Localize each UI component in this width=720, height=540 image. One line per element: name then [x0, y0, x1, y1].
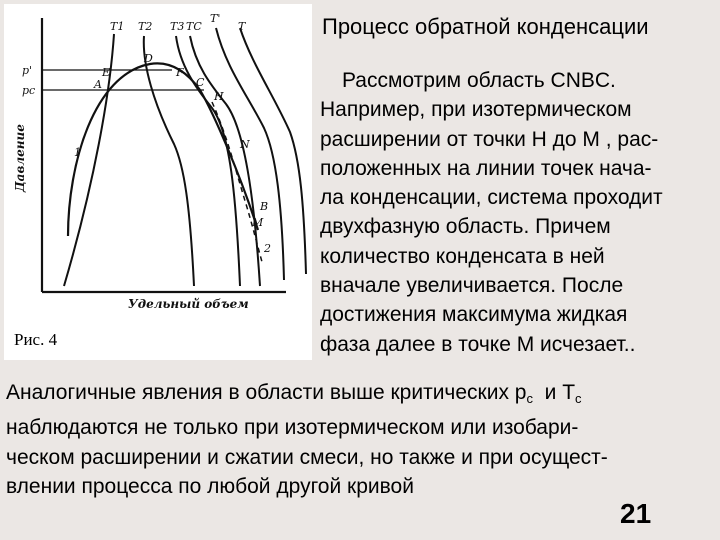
- bottom-line: влении процесса по любой другой кривой: [6, 474, 414, 498]
- point-h: H: [214, 90, 224, 103]
- paragraph-line: фаза далее в точке M исчезает..: [320, 332, 636, 356]
- y-axis-label: Давление: [13, 124, 27, 192]
- p-subscript: с: [526, 391, 533, 406]
- paragraph-line: положенных на линии точек нача-: [320, 156, 652, 180]
- curve-label-2: 2: [264, 242, 271, 255]
- isotherm-t-prime: [216, 28, 284, 280]
- label-pc: pc: [22, 84, 36, 97]
- isotherm-tc: [190, 36, 260, 286]
- isotherm-t: [240, 28, 306, 274]
- x-axis-label: Удельный объем: [128, 297, 249, 311]
- phase-diagram-figure: [4, 4, 312, 360]
- paragraph-line: двухфазную область. Причем: [320, 215, 611, 239]
- point-f: F: [176, 66, 184, 79]
- paragraph-line: ла конденсации, система проходит: [320, 186, 663, 210]
- bottom-line: ческом расширении и сжатии смеси, но также и при осущест-: [6, 445, 608, 469]
- paragraph-line: достижения максимума жидкая: [320, 303, 628, 327]
- phase-diagram: [4, 4, 312, 360]
- bottom-line-1: [6, 378, 716, 413]
- label-t-prime: T': [210, 12, 221, 25]
- t-subscript: с: [575, 391, 582, 406]
- main-paragraph: [320, 66, 716, 359]
- point-n: N: [240, 138, 250, 151]
- page-number: 21: [620, 498, 652, 529]
- slide-title: Процесс обратной конденсации: [322, 14, 649, 39]
- bottom-paragraph: [6, 378, 716, 501]
- bottom-line-1-start: Аналогичные явления в области выше критических р: [6, 381, 527, 404]
- point-b: B: [260, 200, 269, 213]
- figure-caption: Рис. 4: [14, 330, 58, 349]
- label-p-prime: p': [22, 64, 33, 77]
- point-d: D: [144, 52, 153, 65]
- label-t: T: [238, 20, 246, 33]
- paragraph-line: Например, при изотермическом: [320, 98, 632, 122]
- bottom-line: наблюдаются не только при изотермическом или изобари-: [6, 416, 579, 440]
- bottom-line-1-mid: и Т: [532, 381, 576, 404]
- paragraph-line: Рассмотрим область CNBC.: [342, 69, 616, 92]
- label-t1: T1: [110, 20, 125, 33]
- label-tc: TC: [186, 20, 202, 33]
- point-c: C: [196, 76, 205, 89]
- point-e: E: [102, 66, 111, 79]
- point-m: M: [252, 216, 264, 229]
- point-a: A: [94, 78, 102, 91]
- label-t3: T3: [170, 20, 185, 33]
- paragraph-line: вначале увеличивается. После: [320, 274, 624, 298]
- paragraph-line: количество конденсата в ней: [320, 244, 605, 268]
- label-t2: T2: [138, 20, 153, 33]
- curve-label-1: 1: [74, 146, 81, 159]
- paragraph-line: расширении от точки H до M , рас-: [320, 127, 659, 151]
